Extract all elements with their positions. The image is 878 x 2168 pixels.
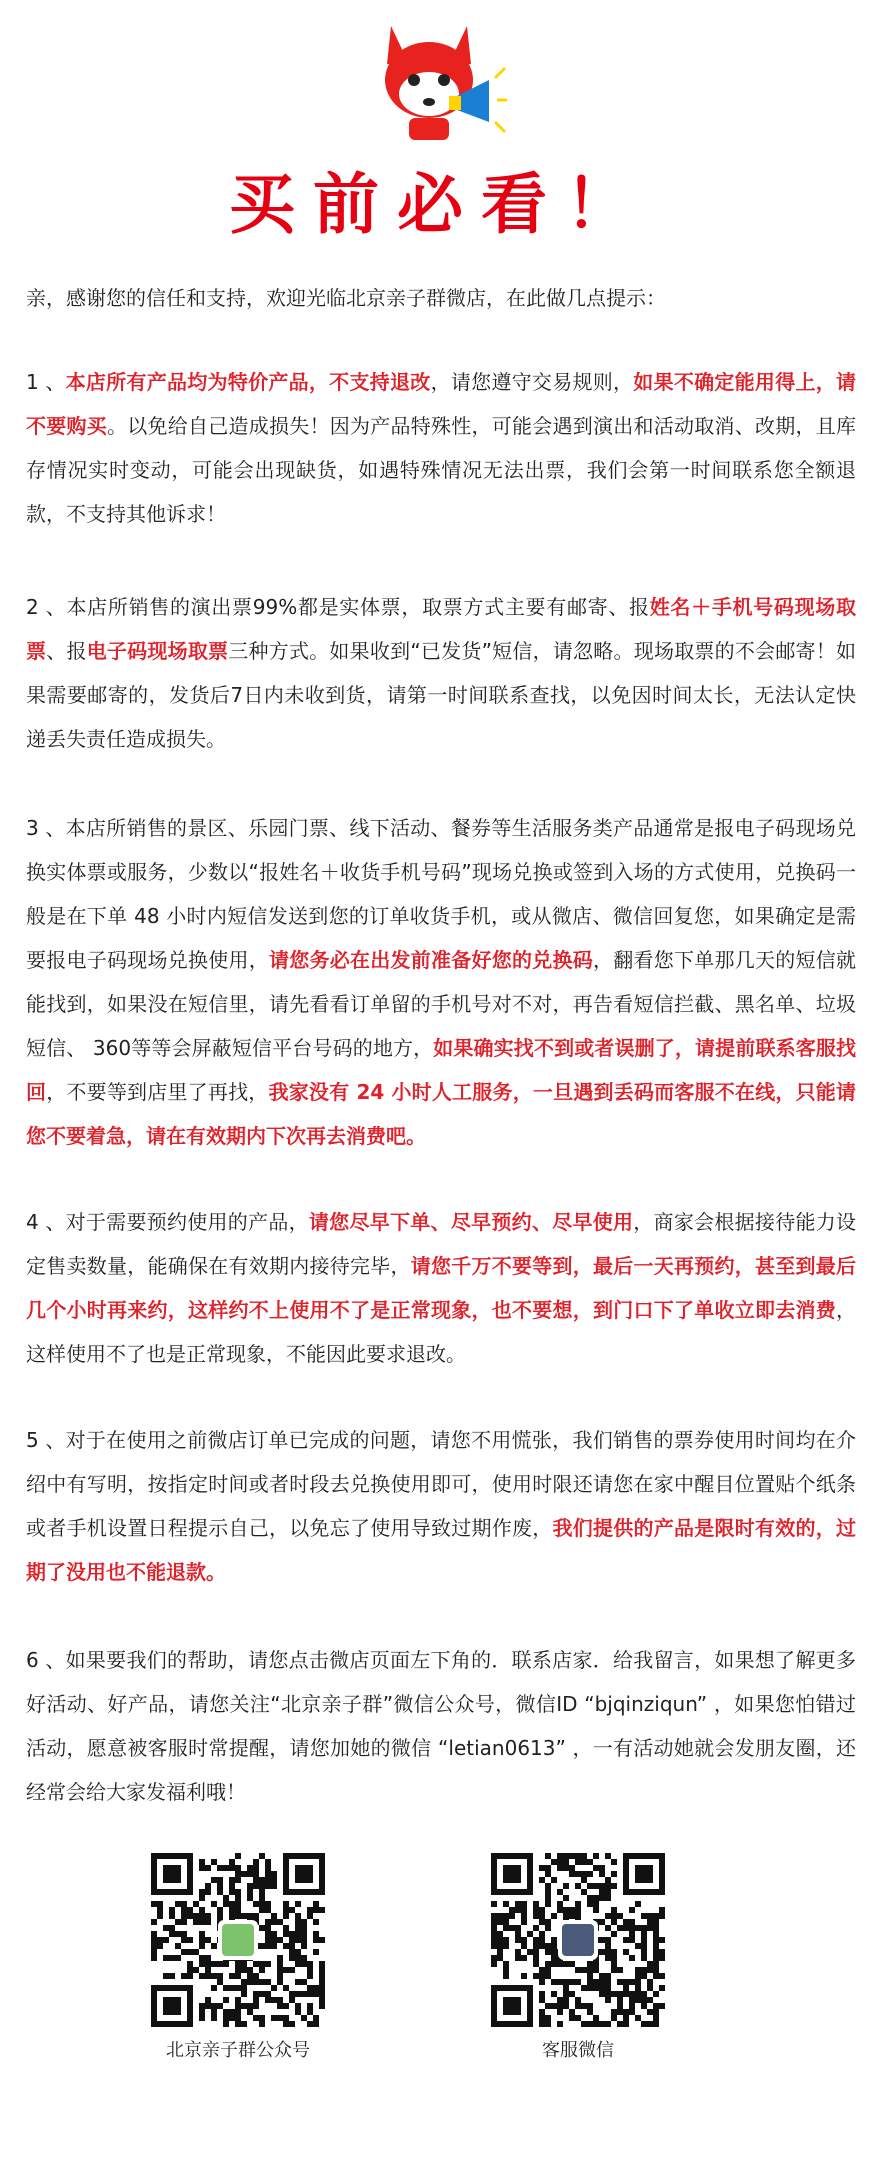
- body-text: 、报: [46, 639, 87, 663]
- page-title: 买前必看！: [229, 166, 649, 243]
- notice-section-2: [26, 585, 856, 761]
- fox-mascot-icon: [369, 18, 509, 148]
- highlight-text: 请您务必在出发前准备好您的兑换码: [269, 948, 593, 972]
- body-text: 3 、本店所销售的景区、乐园门票、线下活动、餐券等生活服务类产品通常是报电子码现场兑换实体票或服务，少数以“报姓名＋收货手机号码”现场兑换或签到入场的方式使用，兑换码一般是在下单 48 小时内短信发送到您的订单收货手机，或从微店、微信回复您，如果确定是需要报电子码现场兑换使用，: [26, 816, 856, 972]
- highlight-text: 我家没有 24 小时人工服务，一旦遇到丢码而客服不在线，只能请您不要着急，请在有效期内下次再去消费吧。: [26, 1080, 857, 1148]
- body-text: ，翻看您下单那几天的短信就能找到，如果没在短信里，请先看看订单留的手机号对不对，再告看短信拦截、黑名单、垃圾短信、 360等等会屏蔽短信平台号码的地方，: [26, 948, 856, 1060]
- qr-code-icon[interactable]: [150, 1852, 326, 2028]
- body-text: 1 、: [26, 370, 66, 394]
- body-text: 2 、本店所销售的演出票99%都是实体票，取票方式主要有邮寄、报: [26, 595, 650, 619]
- highlight-text: 请您千万不要等到，最后一天再预约，甚至到最后几个小时再来约，这样约不上使用不了是正常现象，也不要想，到门口下了单收立即去消费: [26, 1254, 856, 1322]
- qr-code-icon[interactable]: [490, 1852, 666, 2028]
- notice-section-6: [26, 1638, 856, 1814]
- body-text: ，这样使用不了也是正常现象，不能因此要求退改。: [26, 1298, 856, 1366]
- body-text: 6 、如果要我们的帮助，请您点击微店页面左下角的．联系店家．给我留言，如果想了解更多好活动、好产品，请您关注“北京亲子群”微信公众号，微信ID “bjqinziqun” ，如果您怕错过活动，愿意被客服时常提醒，请您加她的微信 “letian0613” ，一有活动她就会发朋友圈，还经常会给大家发福利哦！: [26, 1648, 856, 1804]
- qr-caption: 客服微信: [542, 2040, 614, 2061]
- highlight-text: 如果确实找不到或者误删了，请提前联系客服找回: [26, 1036, 856, 1104]
- highlight-text: 电子码现场取票: [86, 639, 229, 663]
- body-text: 4 、对于需要预约使用的产品，: [26, 1210, 309, 1234]
- highlight-text: 我们提供的产品是限时有效的，过期了没用也不能退款。: [26, 1516, 856, 1584]
- notice-section-1: [26, 360, 856, 536]
- qr-caption: 北京亲子群公众号: [166, 2040, 310, 2061]
- notice-section-5: [26, 1418, 856, 1594]
- qr-block-service-wechat: [478, 1852, 678, 2062]
- intro-text: 亲，感谢您的信任和支持，欢迎光临北京亲子群微店，在此做几点提示：: [26, 286, 666, 310]
- body-text: ，商家会根据接待能力设定售卖数量，能确保在有效期内接待完毕，: [26, 1210, 857, 1278]
- highlight-text: 姓名＋手机号码现场取票: [26, 595, 856, 663]
- notice-section-3: [26, 806, 856, 1158]
- body-text: 5 、对于在使用之前微店订单已完成的问题，请您不用慌张，我们销售的票券使用时间均在介绍中有写明，按指定时间或者时段去兑换使用即可，使用时限还请您在家中醒目位置贴个纸条或者手机设置日程提示自己，以免忘了使用导致过期作废，: [26, 1428, 856, 1540]
- body-text: ，不要等到店里了再找，: [46, 1080, 269, 1104]
- qr-block-official-account: [138, 1852, 338, 2062]
- highlight-text: 请您尽早下单、尽早预约、尽早使用: [308, 1210, 634, 1234]
- body-text: ，请您遵守交易规则，: [430, 370, 634, 394]
- body-text: 三种方式。如果收到“已发货”短信，请忽略。现场取票的不会邮寄！如果需要邮寄的，发货后7日内未收到货，请第一时间联系查找，以免因时间太长，无法认定快递丢失责任造成损失。: [26, 639, 857, 751]
- highlight-text: 如果不确定能用得上，请不要购买: [26, 370, 857, 438]
- notice-section-4: [26, 1200, 856, 1376]
- highlight-text: 本店所有产品均为特价产品，不支持退改: [65, 370, 431, 394]
- body-text: 。以免给自己造成损失！因为产品特殊性，可能会遇到演出和活动取消、改期，且库存情况实时变动，可能会出现缺货，如遇特殊情况无法出票，我们会第一时间联系您全额退款，不支持其他诉求！: [26, 414, 856, 526]
